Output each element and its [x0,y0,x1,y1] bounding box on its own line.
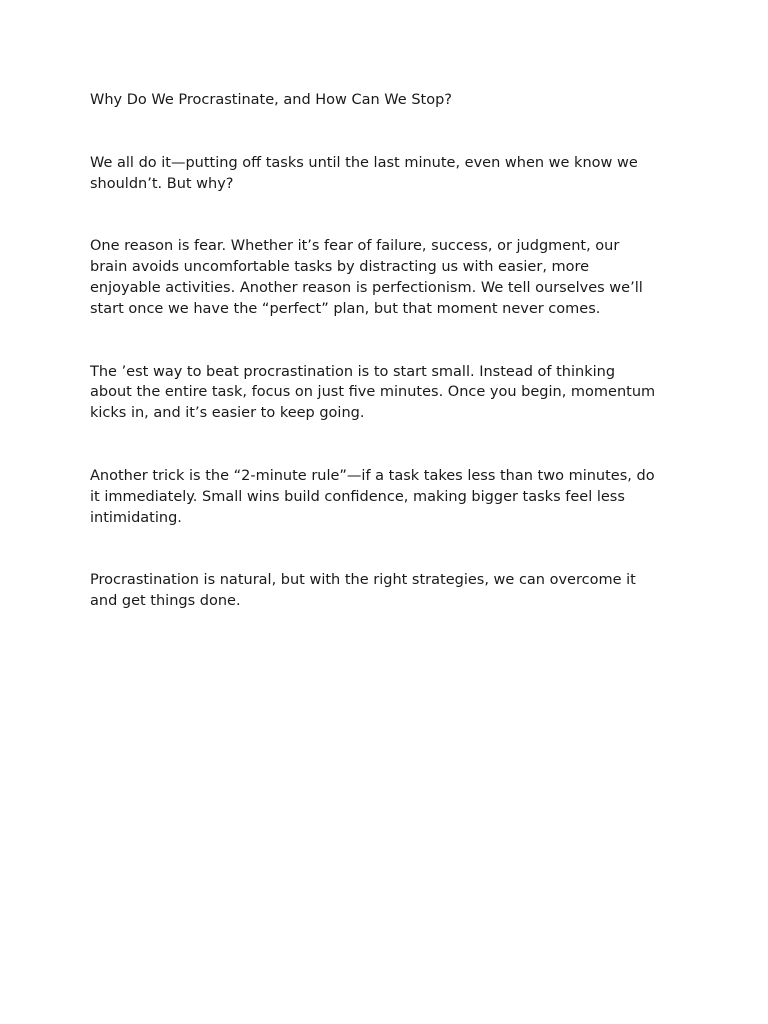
paragraph-conclusion: Procrastination is natural, but with the right strategies, we can overcome it and get things done. [90,572,636,610]
document-title: Why Do We Procrastinate, and How Can We Stop? [90,92,452,108]
paragraph-intro: We all do it—putting off tasks until the last minute, even when we know we shouldn’t. But why? [90,154,638,192]
paragraph-two-minute-rule: Another trick is the “2-minute rule”—if a task takes less than two minutes, do it immediately. Small wins build confidence, making bigger tasks feel less intimidating. [90,467,655,526]
paragraph-start-small: The ’est way to beat procrastination is to start small. Instead of thinking about the entire task, focus on just five minutes. Once you begin, momentum kicks in, and it’s easier to keep going. [90,363,656,422]
document-body [90,90,690,654]
paragraph-reasons: One reason is fear. Whether it’s fear of failure, success, or judgment, our brain avoids uncomfortable tasks by distracting us with easier, more enjoyable activities. Another reason is perfectionism. We tell ourselves we’ll start once we have the “perfect” plan, but that moment never comes. [90,238,643,317]
